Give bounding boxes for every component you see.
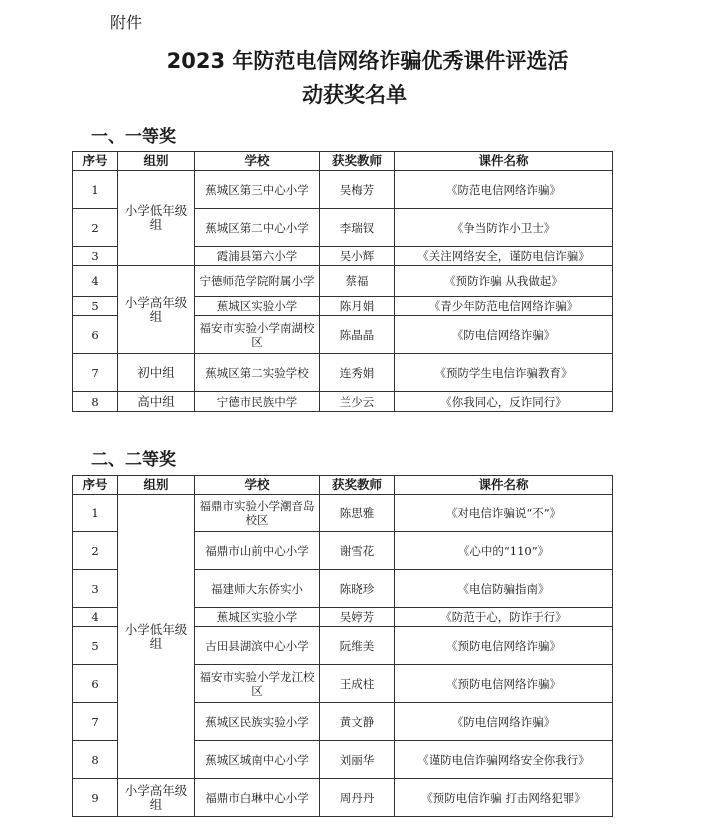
teacher-cell: 陈晶晶 xyxy=(320,316,395,354)
course-cell: 《预防电信网络诈骗》 xyxy=(395,665,613,703)
attachment-label: 附件 xyxy=(110,13,143,32)
table-header-row xyxy=(73,152,613,171)
table-row xyxy=(73,171,613,209)
teacher-cell: 刘丽华 xyxy=(320,741,395,779)
course-cell: 《防范电信网络诈骗》 xyxy=(395,171,613,209)
table-row xyxy=(73,354,613,392)
teacher-cell: 吴梅芳 xyxy=(320,171,395,209)
group-cell: 小学低年级组 xyxy=(118,171,195,266)
school-cell: 福建师大东侨实小 xyxy=(195,570,320,608)
teacher-cell: 黄文静 xyxy=(320,703,395,741)
teacher-cell: 阮维美 xyxy=(320,627,395,665)
teacher-cell: 陈晓珍 xyxy=(320,570,395,608)
course-cell: 《防电信网络诈骗》 xyxy=(395,703,613,741)
row-no: 6 xyxy=(73,316,118,354)
school-cell: 宁德市民族中学 xyxy=(195,392,320,412)
course-cell: 《谨防电信诈骗网络安全你我行》 xyxy=(395,741,613,779)
course-cell: 《心中的“110”》 xyxy=(395,532,613,570)
row-no: 6 xyxy=(73,665,118,703)
course-cell: 《争当防诈小卫士》 xyxy=(395,209,613,247)
title-line-1: 2023 年防范电信网络诈骗优秀课件评选活 xyxy=(166,49,569,73)
row-no: 5 xyxy=(73,297,118,316)
course-cell: 《预防电信网络诈骗》 xyxy=(395,627,613,665)
column-header-no: 序号 xyxy=(73,476,118,495)
row-no: 2 xyxy=(73,532,118,570)
section-second-prize-heading: 二、二等奖 xyxy=(91,450,176,470)
course-cell: 《防电信网络诈骗》 xyxy=(395,316,613,354)
column-header-teacher: 获奖教师 xyxy=(320,152,395,171)
row-no: 1 xyxy=(73,495,118,532)
teacher-cell: 周丹丹 xyxy=(320,779,395,817)
group-cell: 小学高年级组 xyxy=(118,779,195,817)
group-cell: 小学低年级组 xyxy=(118,495,195,779)
teacher-cell: 蔡福 xyxy=(320,266,395,297)
column-header-course: 课件名称 xyxy=(395,152,613,171)
course-cell: 《你我同心，反诈同行》 xyxy=(395,392,613,412)
course-cell: 《青少年防范电信网络诈骗》 xyxy=(395,297,613,316)
table-row xyxy=(73,779,613,817)
column-header-school: 学校 xyxy=(195,476,320,495)
course-cell: 《关注网络安全，谨防电信诈骗》 xyxy=(395,247,613,266)
column-header-school: 学校 xyxy=(195,152,320,171)
column-header-group: 组别 xyxy=(118,152,195,171)
school-cell: 福鼎市实验小学潮音岛校区 xyxy=(195,495,320,532)
row-no: 2 xyxy=(73,209,118,247)
row-no: 1 xyxy=(73,171,118,209)
teacher-cell: 李瑞钗 xyxy=(320,209,395,247)
school-cell: 蕉城区第二中心小学 xyxy=(195,209,320,247)
school-cell: 蕉城区实验小学 xyxy=(195,608,320,627)
teacher-cell: 兰少云 xyxy=(320,392,395,412)
teacher-cell: 吴婷芳 xyxy=(320,608,395,627)
teacher-cell: 谢雪花 xyxy=(320,532,395,570)
school-cell: 福安市实验小学龙江校区 xyxy=(195,665,320,703)
title-line-2: 动获奖名单 xyxy=(302,83,407,107)
school-cell: 福鼎市山前中心小学 xyxy=(195,532,320,570)
row-no: 3 xyxy=(73,570,118,608)
school-cell: 福安市实验小学南湖校区 xyxy=(195,316,320,354)
teacher-cell: 陈月娟 xyxy=(320,297,395,316)
column-header-teacher: 获奖教师 xyxy=(320,476,395,495)
document-title xyxy=(0,44,709,112)
column-header-group: 组别 xyxy=(118,476,195,495)
school-cell: 福鼎市白琳中心小学 xyxy=(195,779,320,817)
school-cell: 蕉城区实验小学 xyxy=(195,297,320,316)
row-no: 9 xyxy=(73,779,118,817)
section-first-prize-heading: 一、一等奖 xyxy=(91,127,176,147)
second-prize-table xyxy=(72,475,613,817)
school-cell: 蕉城区城南中心小学 xyxy=(195,741,320,779)
row-no: 5 xyxy=(73,627,118,665)
row-no: 8 xyxy=(73,741,118,779)
school-cell: 蕉城区第二实验学校 xyxy=(195,354,320,392)
row-no: 7 xyxy=(73,703,118,741)
school-cell: 宁德师范学院附属小学 xyxy=(195,266,320,297)
course-cell: 《对电信诈骗说“不”》 xyxy=(395,495,613,532)
school-cell: 霞浦县第六小学 xyxy=(195,247,320,266)
row-no: 4 xyxy=(73,608,118,627)
course-cell: 《预防诈骗 从我做起》 xyxy=(395,266,613,297)
course-cell: 《预防电信诈骗 打击网络犯罪》 xyxy=(395,779,613,817)
table-row xyxy=(73,266,613,297)
course-cell: 《防范于心，防诈于行》 xyxy=(395,608,613,627)
course-cell: 《预防学生电信诈骗教育》 xyxy=(395,354,613,392)
row-no: 7 xyxy=(73,354,118,392)
table-header-row xyxy=(73,476,613,495)
first-prize-table xyxy=(72,151,613,412)
course-cell: 《电信防骗指南》 xyxy=(395,570,613,608)
column-header-no: 序号 xyxy=(73,152,118,171)
school-cell: 蕉城区第三中心小学 xyxy=(195,171,320,209)
row-no: 3 xyxy=(73,247,118,266)
table-row xyxy=(73,495,613,532)
table-row xyxy=(73,392,613,412)
row-no: 8 xyxy=(73,392,118,412)
teacher-cell: 连秀娟 xyxy=(320,354,395,392)
school-cell: 古田县湖滨中心小学 xyxy=(195,627,320,665)
teacher-cell: 吴小辉 xyxy=(320,247,395,266)
row-no: 4 xyxy=(73,266,118,297)
group-cell: 小学高年级组 xyxy=(118,266,195,354)
teacher-cell: 陈思雅 xyxy=(320,495,395,532)
group-cell: 初中组 xyxy=(118,354,195,392)
group-cell: 高中组 xyxy=(118,392,195,412)
school-cell: 蕉城区民族实验小学 xyxy=(195,703,320,741)
teacher-cell: 王成柱 xyxy=(320,665,395,703)
column-header-course: 课件名称 xyxy=(395,476,613,495)
